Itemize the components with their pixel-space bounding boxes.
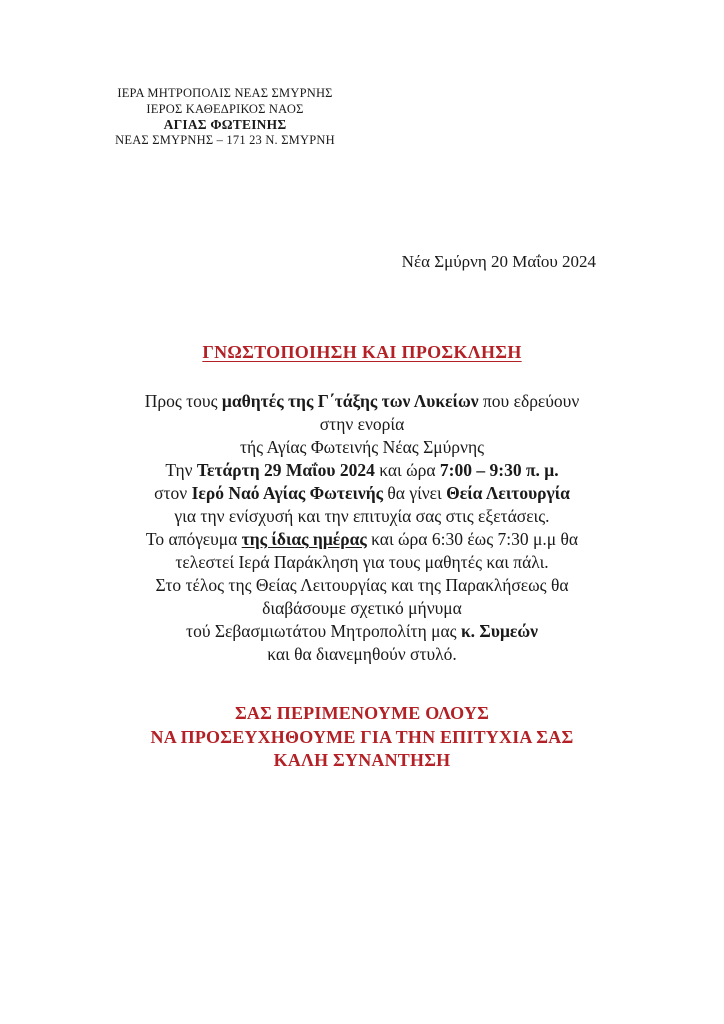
closing-line-2: ΝΑ ΠΡΟΣΕΥΧΗΘΟΥΜΕ ΓΙΑ ΤΗΝ ΕΠΙΤΥΧΙΑ ΣΑΣ — [150, 726, 574, 747]
body-line — [38, 459, 686, 482]
body-text-segment: και ώρα — [374, 460, 440, 480]
body-text-segment: τελεστεί Ιερά Παράκληση για τους μαθητές και πάλι. — [175, 552, 549, 572]
body-text-segment: Την — [165, 460, 197, 480]
body-text-segment: Θεία Λειτουργία — [446, 483, 570, 503]
body-text-segment: θα γίνει — [383, 483, 447, 503]
body-text-segment: Στο τέλος της Θείας Λειτουργίας και της Παρακλήσεως θα — [155, 575, 569, 595]
body-text-segment: και θα διανεμηθούν στυλό. — [267, 644, 457, 664]
body-line — [38, 551, 686, 574]
body-text-segment: στον — [154, 483, 192, 503]
body-text-segment: κ. Συμεών — [460, 621, 538, 641]
letterhead — [100, 86, 350, 148]
body-line — [38, 505, 686, 528]
body-text-segment: Το απόγευμα — [145, 529, 242, 549]
body-text-segment: διαβάσουμε σχετικό μήνυμα — [262, 598, 462, 618]
body-text-segment: Προς τους — [144, 391, 222, 411]
body-text-segment: 7:00 – 9:30 π. μ. — [439, 460, 559, 480]
body-line — [38, 620, 686, 643]
body-text-segment: για την ενίσχυσή και την επιτυχία σας στις εξετάσεις. — [174, 506, 550, 526]
body-text — [38, 390, 686, 666]
document-title: ΓΝΩΣΤΟΠΟΙΗΣΗ ΚΑΙ ΠΡΟΣΚΛΗΣΗ — [202, 342, 522, 362]
closing-line-3: ΚΑΛΗ ΣΥΝΑΝΤΗΣΗ — [273, 750, 451, 770]
letterhead-line-church-name: ΑΓΙΑΣ ΦΩΤΕΙΝΗΣ — [163, 117, 287, 132]
body-line — [38, 574, 686, 597]
body-line — [38, 597, 686, 620]
body-line — [38, 390, 686, 413]
body-line — [38, 413, 686, 436]
body-line — [38, 436, 686, 459]
closing-block — [0, 702, 724, 773]
body-text-segment: της ίδιας ημέρας — [241, 529, 367, 549]
body-text-segment: τής Αγίας Φωτεινής Νέας Σμύρνης — [239, 437, 485, 457]
letterhead-line-metropolis: ΙΕΡΑ ΜΗΤΡΟΠΟΛΙΣ ΝΕΑΣ ΣΜΥΡΝΗΣ — [117, 86, 333, 100]
body-line — [38, 528, 686, 551]
dateline: Νέα Σμύρνη 20 Μαΐου 2024 — [401, 252, 596, 271]
body-text-segment: Ιερό Ναό Αγίας Φωτεινής — [191, 483, 384, 503]
letterhead-line-cathedral: ΙΕΡΟΣ ΚΑΘΕΔΡΙΚΟΣ ΝΑΟΣ — [146, 101, 304, 116]
closing-line-1: ΣΑΣ ΠΕΡΙΜΕΝΟΥΜΕ ΟΛΟΥΣ — [234, 703, 490, 723]
body-text-segment: Τετάρτη 29 Μαΐου 2024 — [196, 460, 375, 480]
body-text-segment: τού Σεβασμιωτάτου Μητροπολίτη μας — [186, 621, 461, 641]
body-text-segment: στην ενορία — [319, 414, 405, 434]
body-line — [38, 482, 686, 505]
letterhead-line-address: ΝΕΑΣ ΣΜΥΡΝΗΣ – 171 23 Ν. ΣΜΥΡΝΗ — [115, 132, 335, 147]
body-text-segment: μαθητές της Γ΄τάξης των Λυκείων — [221, 391, 479, 411]
body-text-segment: που εδρεύουν — [478, 391, 580, 411]
body-text-segment: και ώρα 6:30 έως 7:30 μ.μ θα — [366, 529, 579, 549]
body-line — [38, 643, 686, 666]
